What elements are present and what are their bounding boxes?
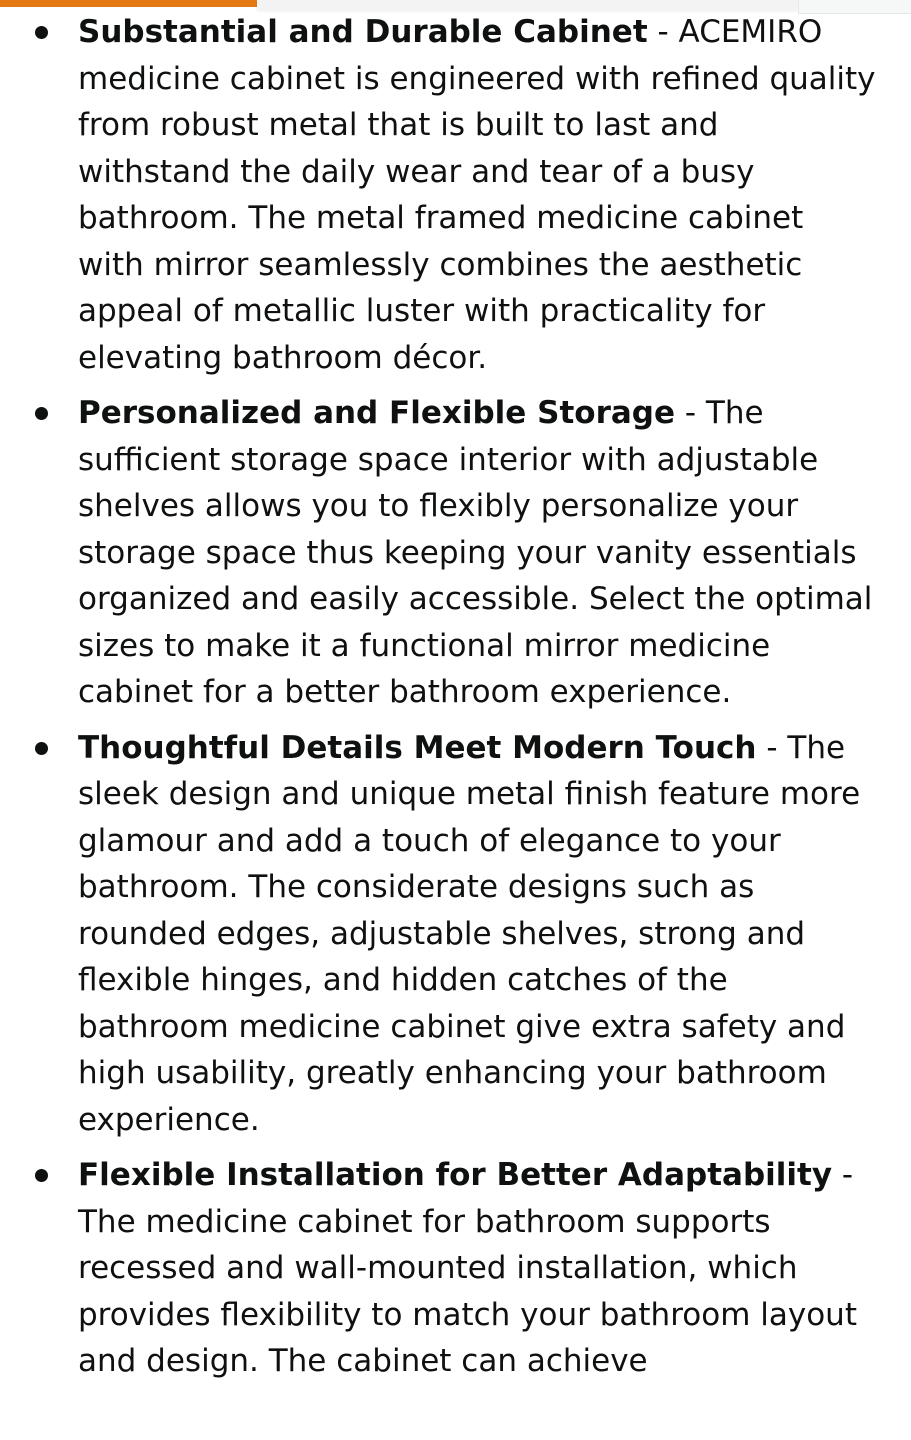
bullet-text: - The medicine cabinet for bathroom supports recessed and wall-mounted installation, which provides flexibility to match your bathroom layout and design. The cabinet can achieve (78, 1157, 857, 1379)
bullet-dot-icon (35, 1169, 48, 1182)
bullet-text: - The sufficient storage space interior with adjustable shelves allows you to flexibly personalize your storage space thus keeping your vanity essentials organized and easily accessible. Select the optimal sizes to make it a functional mirror medicine cabinet for a better bathroom experience. (78, 395, 873, 710)
bullet-title: Substantial and Durable Cabinet (78, 14, 648, 50)
bullet-dot-icon (35, 407, 48, 420)
feature-bullet (0, 9, 911, 381)
bullet-title: Thoughtful Details Meet Modern Touch (78, 729, 757, 766)
feature-bullet (0, 1152, 911, 1385)
top-progress-bar (0, 0, 257, 7)
bullet-dot-icon (35, 742, 48, 755)
bullet-title: Flexible Installation for Better Adaptability (78, 1157, 833, 1193)
feature-bullet (0, 390, 911, 716)
bullet-text: - The sleek design and unique metal finish feature more glamour and add a touch of elegance to your bathroom. The considerate designs such as rounded edges, adjustable shelves, strong and flexible hinges, and hidden catches of the bathroom medicine cabinet give extra safety and high usability, greatly enhancing your bathroom experience. (78, 729, 861, 1138)
bullet-text: - ACEMIRO medicine cabinet is engineered with refined quality from robust metal that is built to last and withstand the daily wear and tear of a busy bathroom. The metal framed medicine cabinet with mirror seamlessly combines the aesthetic appeal of metallic luster with practicality for elevating bathroom décor. (78, 14, 876, 376)
feature-bullet (0, 725, 911, 1144)
bullet-title: Personalized and Flexible Storage (78, 395, 675, 431)
feature-bullet-list (0, 9, 911, 1394)
bullet-dot-icon (35, 26, 48, 39)
